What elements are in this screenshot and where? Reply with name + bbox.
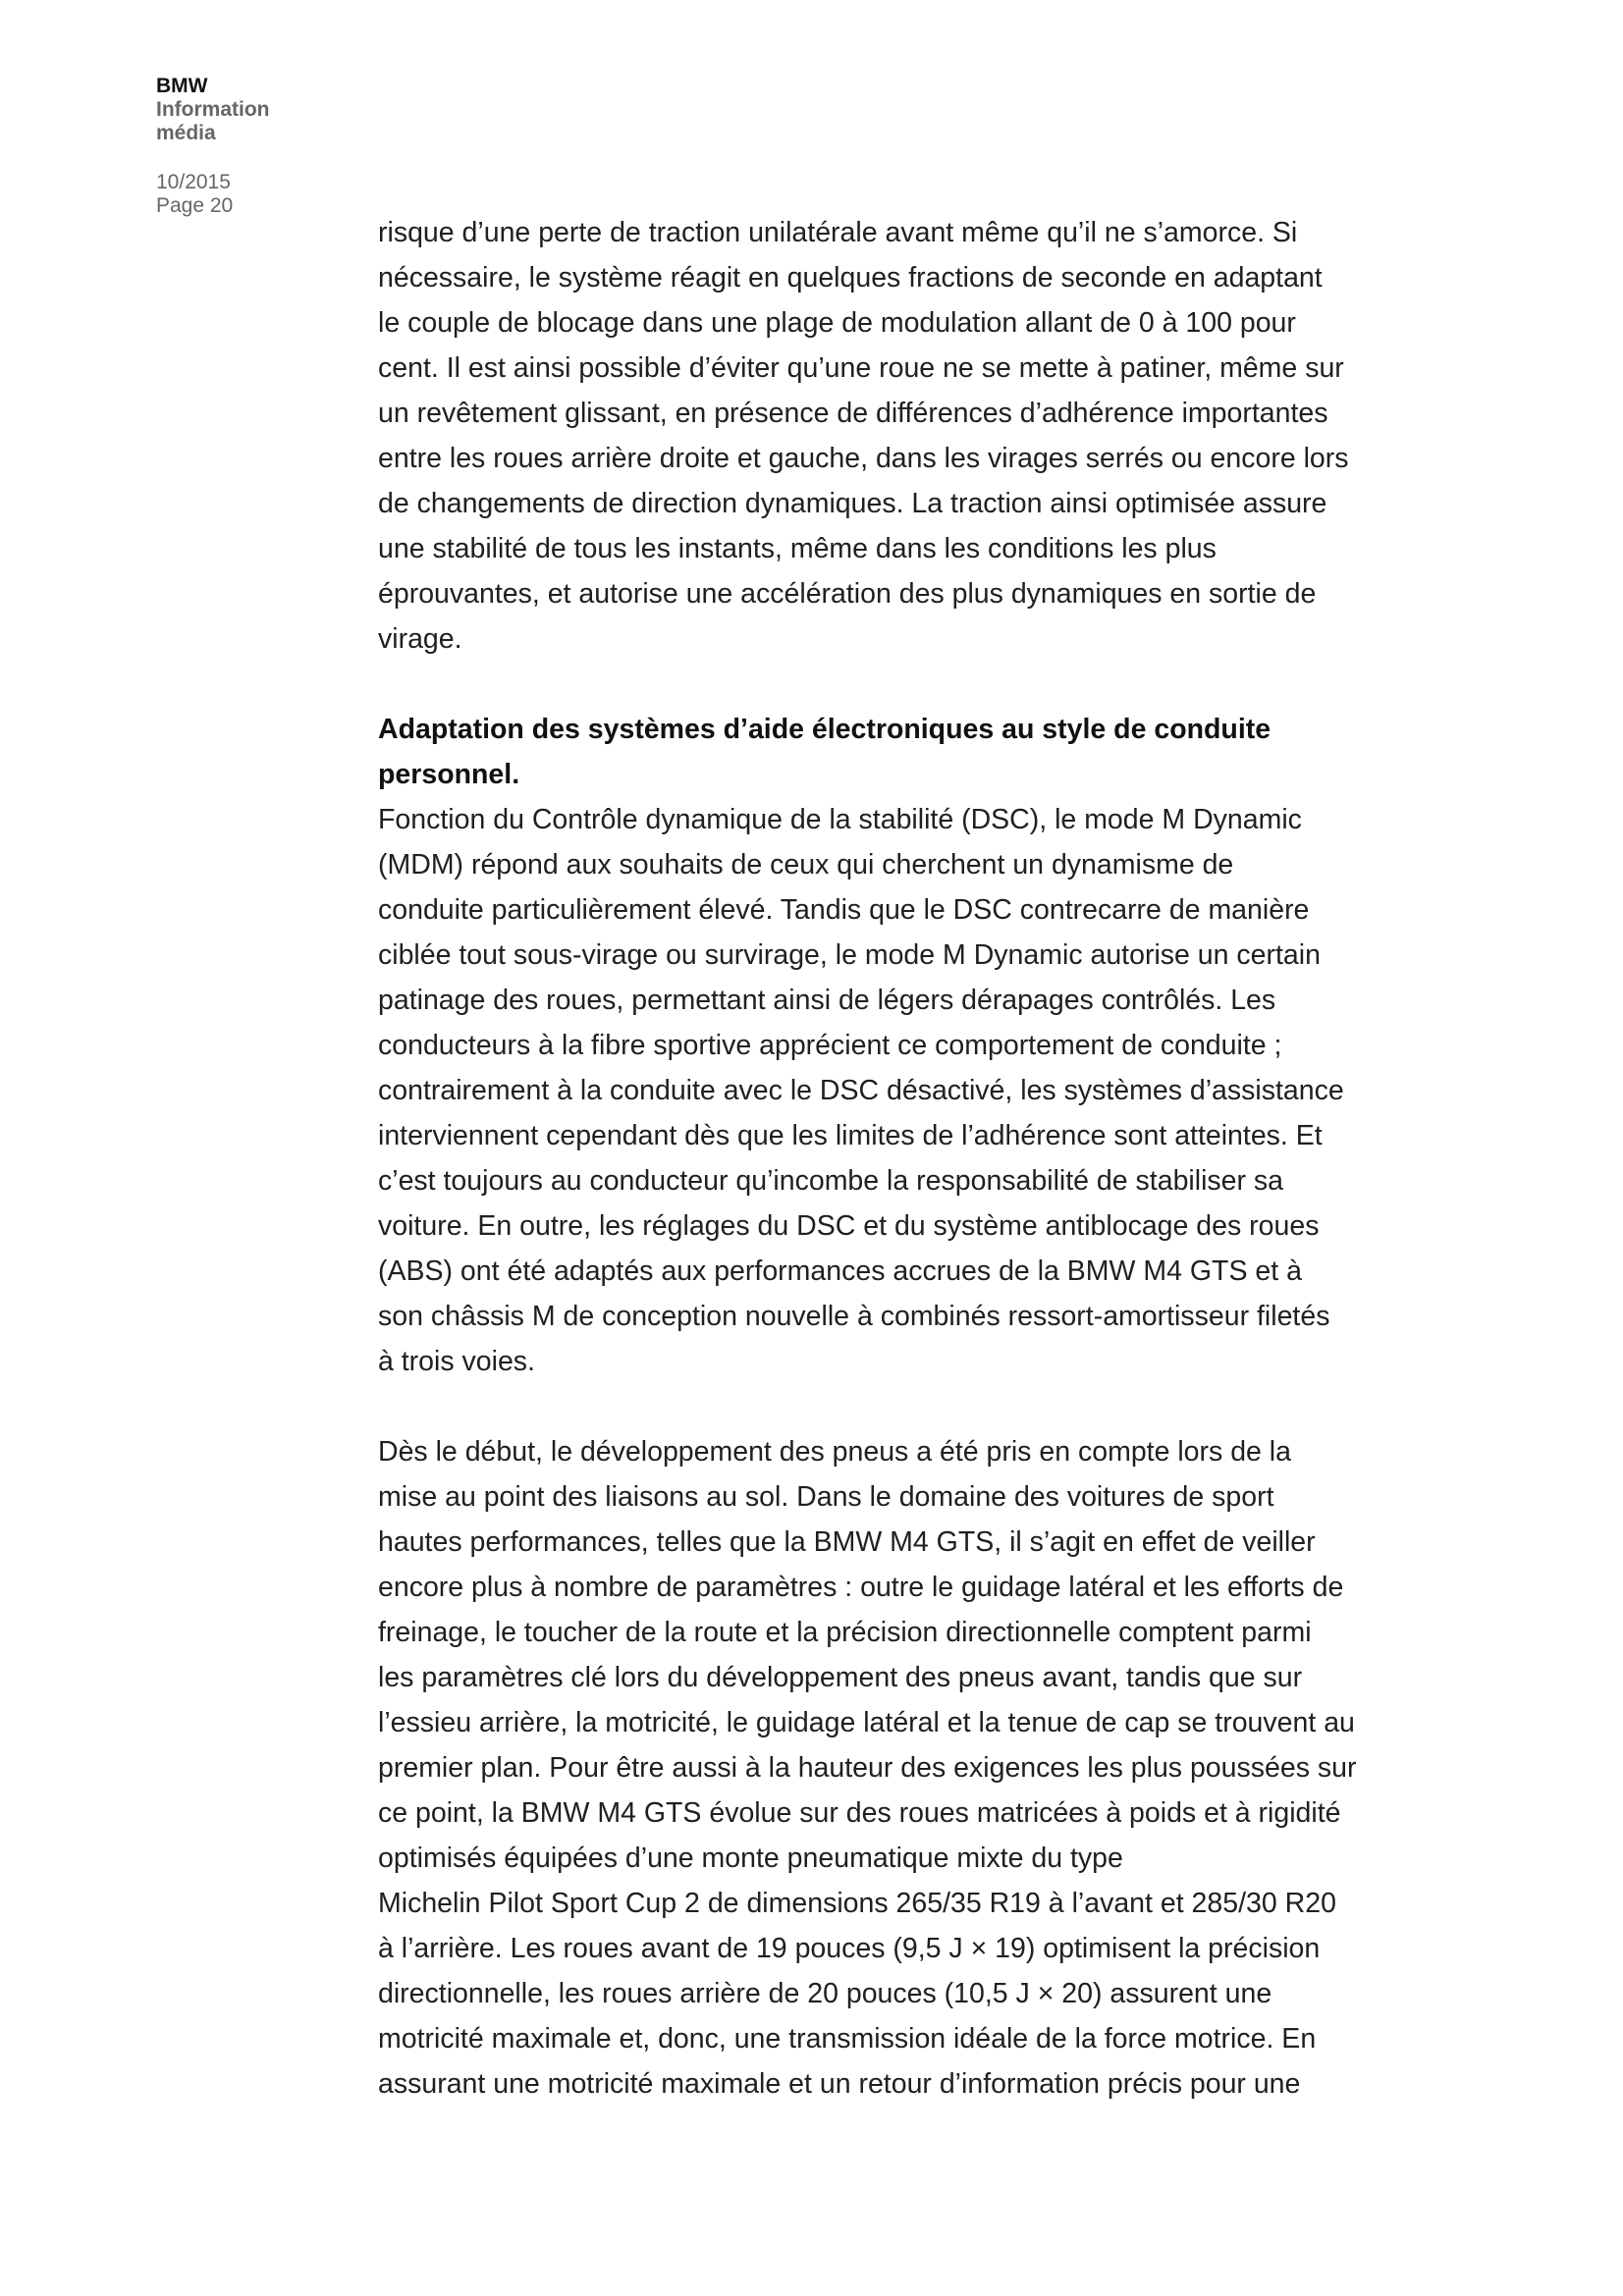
paragraph: Fonction du Contrôle dynamique de la stabilité (DSC), le mode M Dynamic (MDM) répond aux souhaits de ceux qui cherchent un dynamisme de conduite particulièrement élevé. Tandis que le DSC contrecarre de manière ciblée tout sous-virage ou survirage, le mode M Dynamic autorise un certain patinage des roues, permettant ainsi de légers dérapages contrôlés. Les conducteurs à la fibre sportive apprécient ce comportement de conduite ; contrairement à la conduite avec le DSC désactivé, les systèmes d’assistance interviennent cependant dès que les limites de l’adhérence sont atteintes. Et c’est toujours au conducteur qu’incombe la responsabilité de stabiliser sa voiture. En outre, les réglages du DSC et du système antiblocage des roues (ABS) ont été adaptés aux performances accrues de la BMW M4 GTS et à son châssis M de conception nouvelle à combinés ressort-amortisseur filetés à trois voies. bbox=[378, 804, 1344, 1377]
document-date: 10/2015 bbox=[156, 171, 231, 193]
paragraph: Dès le début, le développement des pneus a été pris en compte lors de la mise au point des liaisons au sol. Dans le domaine des voitures de sport hautes performances, telles que la BMW M4 GTS, il s’agit en effet de veiller encore plus à nombre de paramètres : outre le guidage latéral et les efforts de freinage, le toucher de la route et la précision directionnelle comptent parmi les paramètres clé lors du développement des pneus avant, tandis que sur l’essieu arrière, la motricité, le guidage latéral et la tenue de cap se trouvent au premier plan. Pour être aussi à la hauteur des exigences les plus poussées sur ce point, la BMW M4 GTS évolue sur des roues matricées à poids et à rigidité optimisés équipées d’une monte pneumatique mixte du type Michelin Pilot Sport Cup 2 de dimensions 265/35 R19 à l’avant et 285/30 R20 à l’arrière. Les roues avant de 19 pouces (9,5 J × 19) optimisent la précision directionnelle, les roues arrière de 20 pouces (10,5 J × 20) assurent une motricité maximale et, donc, une transmission idéale de la force motrice. En assurant une motricité maximale et un retour d’information précis pour une bbox=[378, 1436, 1357, 2100]
paragraph: risque d’une perte de traction unilatérale avant même qu’il ne s’amorce. Si nécessaire, le système réagit en quelques fractions de seconde en adaptant le couple de blocage dans une plage de modulation allant de 0 à 100 pour cent. Il est ainsi possible d’éviter qu’une roue ne se mette à patiner, même sur un revêtement glissant, en présence de différences d’adhérence importantes entre les roues arrière droite et gauche, dans les virages serrés ou encore lors de changements de direction dynamiques. La traction ainsi optimisée assure une stabilité de tous les instants, même dans les conditions les plus éprouvantes, et autorise une accélération des plus dynamiques en sortie de virage. bbox=[378, 217, 1349, 655]
document-header bbox=[156, 75, 352, 218]
section-heading: Adaptation des systèmes d’aide électroniques au style de conduite personnel. bbox=[378, 714, 1271, 790]
brand-name: BMW bbox=[156, 75, 208, 97]
document-type: Information média bbox=[156, 98, 270, 144]
body-text bbox=[378, 210, 1419, 2107]
page-number: Page 20 bbox=[156, 194, 234, 217]
